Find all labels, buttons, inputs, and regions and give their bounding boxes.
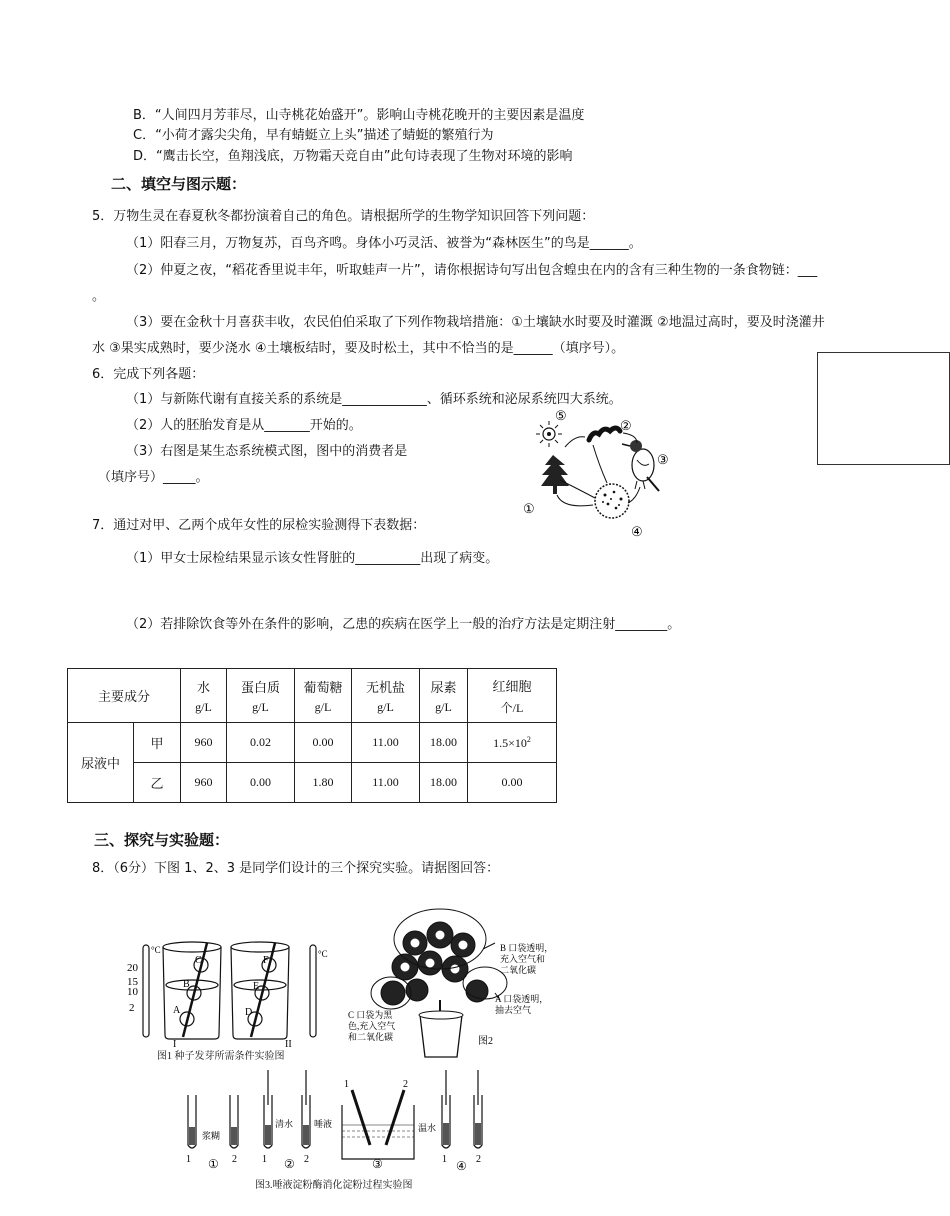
svg-text:④: ④ [456,1159,467,1173]
q7-part1: （1）甲女士尿检结果显示该女性肾脏的__________出现了病变。 [126,551,499,566]
svg-text:A: A [173,1005,181,1016]
table-header-main: 主要成分 [68,669,181,723]
svg-text:②: ② [284,1157,295,1171]
svg-text:C: C [195,955,202,966]
table-col-header: 蛋白质 g/L [227,669,295,723]
svg-text:B 口袋透明，: B 口袋透明， [500,943,554,953]
arrow [593,445,607,483]
table-col-header: 尿素 g/L [420,669,468,723]
svg-text:和二氧化碳: 和二氧化碳 [348,1032,394,1042]
figure2-plant-bags [345,905,560,1065]
table-row-label: 甲 [134,723,181,763]
svg-text:C 口袋为黑: C 口袋为黑 [348,1010,393,1020]
svg-text:E: E [253,981,260,992]
svg-text:I: I [173,1039,177,1050]
diagram-label-3: ③ [657,452,669,467]
svg-text:A 口袋透明，: A 口袋透明， [495,994,549,1004]
beaker-icon [163,947,221,1039]
q5-stem: 5．万物生灵在春夏秋冬都扮演着自己的角色。请根据所学的生物学知识回答下列问题： [92,209,595,224]
svg-text:①: ① [208,1157,219,1171]
pot-icon [420,1015,462,1057]
urine-test-table [67,668,557,803]
svg-text:D: D [245,1007,253,1018]
svg-text:°C: °C [318,949,328,959]
q8-stem: 8．（6分）下图 1、2、3 是同学们设计的三个探究实验。请据图回答： [92,861,500,876]
diagram-label-1: ① [523,501,535,516]
table-row-label: 乙 [134,763,181,803]
arrow [565,437,585,447]
diagram-label-2: ② [620,418,632,433]
table-cell: 0.00 [295,723,352,763]
svg-text:°C: °C [151,945,161,955]
svg-text:F: F [263,955,269,966]
table-cell: 0.00 [468,763,557,803]
figure3-caption: 图3.唾液淀粉酶消化淀粉过程实验图 [255,1180,413,1191]
table-cell: 11.00 [352,723,420,763]
decomposer-dish-icon [595,484,629,518]
svg-text:1: 1 [262,1154,267,1165]
table-row [68,763,557,803]
table-col-header: 红细胞 个/L [468,669,557,723]
table-cell: 18.00 [420,763,468,803]
plant-icon [541,455,569,494]
section2-title: 二、填空与图示题： [111,175,247,193]
svg-text:1: 1 [186,1154,191,1165]
svg-text:充入空气和: 充入空气和 [500,954,546,964]
svg-text:抽去空气: 抽去空气 [495,1005,532,1015]
q5-part2: （2）仲夏之夜，“稻花香里说丰年，听取蛙声一片”，请你根据诗句写出包含蝗虫在内的含有三种生物的一条食物链：___ [126,263,818,278]
svg-text:清水: 清水 [275,1119,294,1129]
answer-box [817,352,950,465]
table-col-header: 葡萄糖 g/L [295,669,352,723]
svg-text:II: II [285,1039,292,1050]
table-cell: 960 [181,763,227,803]
ecosystem-diagram [515,405,680,545]
svg-text:图2: 图2 [478,1036,493,1047]
q6-part1: （1）与新陈代谢有直接关系的系统是_____________、循环系统和泌尿系统四大系统。 [126,392,622,407]
svg-text:2: 2 [129,1002,135,1014]
svg-text:二氧化碳: 二氧化碳 [500,965,537,975]
q5-part3: （3）要在金秋十月喜获丰收，农民伯伯采取了下列作物栽培措施：①土壤缺水时要及时灌溉 ②地温过高时，要及时浇灌井 [126,315,825,330]
table-row [68,723,557,763]
figure1-seed-germination [125,935,335,1065]
figure3-saliva-experiment [180,1065,510,1177]
sun-icon [536,421,562,447]
table-cell: 960 [181,723,227,763]
section3-title: 三、探究与实验题： [94,831,230,849]
svg-text:20: 20 [127,962,138,974]
figure1-caption: 图1 种子发芽所需条件实验图 [157,1051,285,1062]
svg-text:2: 2 [403,1079,408,1090]
arrow [628,487,640,503]
diagram-label-5: ⑤ [555,408,567,423]
bird-icon [622,440,659,491]
table-cell: 11.00 [352,763,420,803]
svg-text:2: 2 [476,1154,481,1165]
table-col-header: 水 g/L [181,669,227,723]
table-cell: 0.02 [227,723,295,763]
svg-text:浆糊: 浆糊 [202,1131,221,1141]
q7-stem: 7．通过对甲、乙两个成年女性的尿检实验测得下表数据： [92,518,426,533]
q6-stem: 6．完成下列各题： [92,367,205,382]
q6-part3: （3）右图是某生态系统模式图，图中的消费者是 [126,444,408,459]
svg-text:温水: 温水 [418,1123,437,1133]
table-col-header: 无机盐 g/L [352,669,420,723]
table-cell: 1.80 [295,763,352,803]
table-cell: $1.5\times 10^2$ [468,723,557,763]
caterpillar-icon [589,428,620,440]
table-cell: 18.00 [420,723,468,763]
q5-part2-end: 。 [92,289,106,304]
q5-part1: （1）阳春三月，万物复苏，百鸟齐鸣。身体小巧灵活、被誉为“森林医生”的鸟是______。 [126,236,642,251]
plant-icon [371,909,507,1015]
svg-text:2: 2 [232,1154,237,1165]
thermometer-icon [143,945,149,1037]
svg-text:2: 2 [304,1154,309,1165]
svg-text:1: 1 [442,1154,447,1165]
diagram-label-4: ④ [631,524,643,539]
water-bath-icon [342,1105,414,1159]
q6-part2: （2）人的胚胎发育是从_______开始的。 [126,418,362,433]
svg-text:1: 1 [344,1079,349,1090]
option-c: C．“小荷才露尖尖角，早有蜻蜓立上头”描述了蜻蜓的繁殖行为 [133,128,494,143]
option-b: B．“人间四月芳菲尽，山寺桃花始盛开”。影响山寺桃花晚开的主要因素是温度 [133,108,585,123]
svg-text:③: ③ [372,1157,383,1171]
svg-text:B: B [183,979,190,990]
q5-part3-cont: 水 ③果实成熟时，要少浇水 ④土壤板结时，要及时松土，其中不恰当的是______（填序号）。 [92,341,625,356]
option-d: D．“鹰击长空，鱼翔浅底，万物霜天竞自由”此句诗表现了生物对环境的影响 [133,149,573,164]
q7-part2: （2）若排除饮食等外在条件的影响，乙患的疾病在医学上一般的治疗方法是定期注射________。 [126,617,681,632]
svg-text:15: 15 [127,976,138,988]
q6-part3-cont: （填序号）_____。 [98,470,209,485]
svg-text:唾液: 唾液 [314,1119,333,1129]
beaker-icon [231,947,289,1039]
table-cell: 0.00 [227,763,295,803]
svg-text:色,充入空气: 色,充入空气 [348,1021,396,1031]
table-row-group: 尿液中 [68,723,134,803]
thermometer-icon [310,945,316,1037]
arrow [557,495,593,506]
arrow [560,480,595,498]
svg-text:10: 10 [127,986,138,998]
